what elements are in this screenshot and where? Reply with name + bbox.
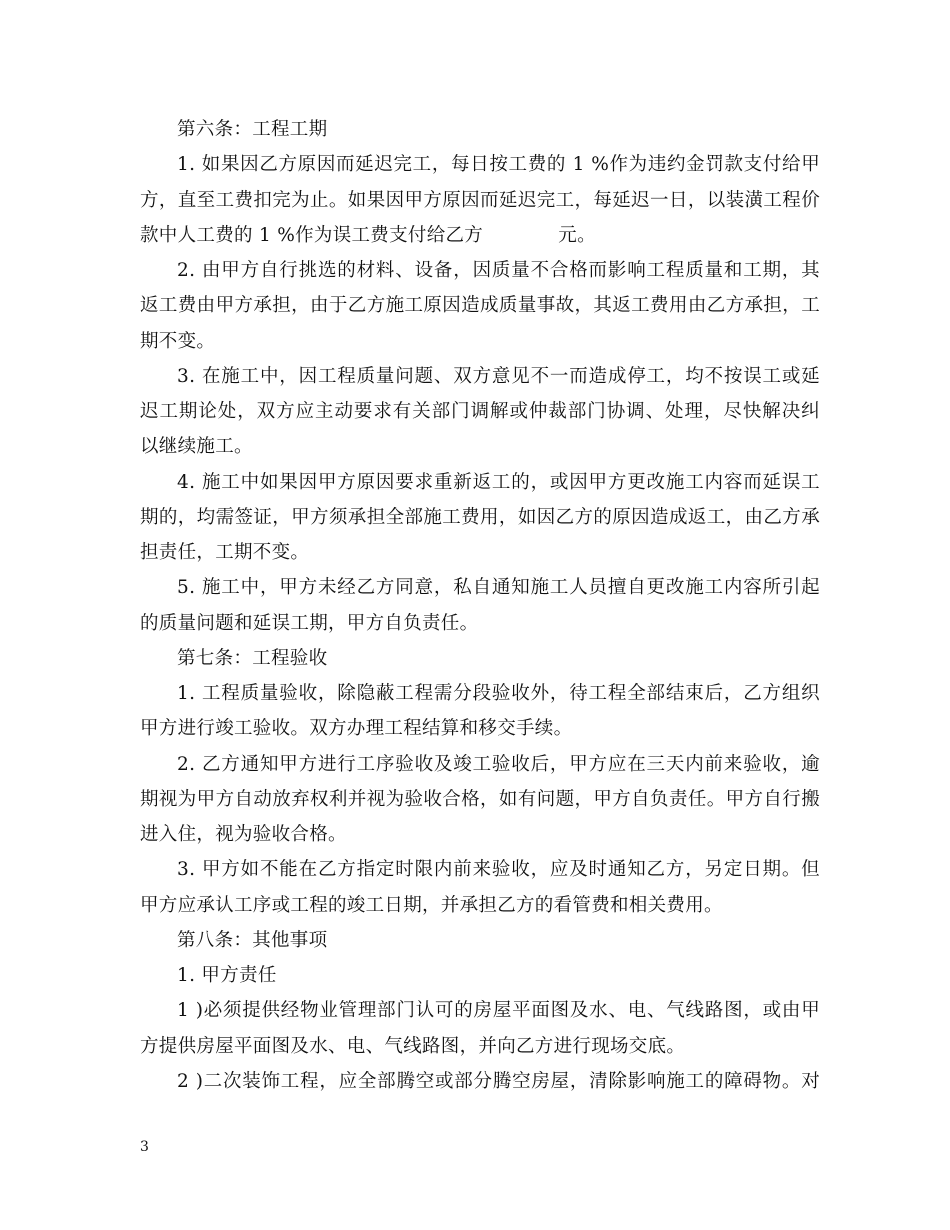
- paragraph-line: 期不变。: [140, 331, 216, 352]
- paragraph-line: 以继续施工。: [140, 436, 253, 457]
- paragraph-line: 的质量问题和延误工期，甲方自负责任。: [140, 613, 479, 634]
- page-number: 3: [140, 1139, 149, 1155]
- paragraph-line: 4. 施工中如果因甲方原因要求重新返工的，或因甲方更改施工内容而延误工: [177, 472, 820, 493]
- section-heading-6: 第六条：工程工期: [177, 119, 328, 140]
- subsection-heading: 1. 甲方责任: [177, 965, 277, 986]
- paragraph-line: 1 )必须提供经物业管理部门认可的房屋平面图及水、电、气线路图，或由甲: [177, 1000, 820, 1021]
- paragraph-line: 期的，均需签证，甲方须承担全部施工费用，如因乙方的原因造成返工，由乙方承: [140, 507, 820, 528]
- paragraph-line: 进入住，视为验收合格。: [140, 824, 347, 845]
- paragraph-line: 2 )二次装饰工程，应全部腾空或部分腾空房屋，清除影响施工的障碍物。对: [177, 1071, 820, 1092]
- paragraph-line: 1. 工程质量验收，除隐蔽工程需分段验收外，待工程全部结束后，乙方组织: [177, 683, 820, 704]
- paragraph-line: 3. 甲方如不能在乙方指定时限内前来验收，应及时通知乙方，另定日期。但: [177, 859, 820, 880]
- paragraph-line: 款中人工费的 1 %作为误工费支付给乙方 元。: [140, 225, 596, 246]
- paragraph-line: 迟工期论处，双方应主动要求有关部门调解或仲裁部门协调、处理，尽快解决纠: [140, 401, 820, 422]
- paragraph-line: 方，直至工费扣完为止。如果因甲方原因而延迟完工，每延迟一日，以装潢工程价: [140, 190, 820, 211]
- paragraph-line: 担责任，工期不变。: [140, 542, 310, 563]
- paragraph-line: 返工费由甲方承担，由于乙方施工原因造成质量事故，其返工费用由乙方承担，工: [140, 295, 820, 316]
- paragraph-line: 期视为甲方自动放弃权利并视为验收合格，如有问题，甲方自负责任。甲方自行搬: [140, 789, 820, 810]
- section-heading-8: 第八条：其他事项: [177, 930, 328, 951]
- paragraph-line: 方提供房屋平面图及水、电、气线路图，并向乙方进行现场交底。: [140, 1036, 686, 1057]
- paragraph-line: 甲方进行竣工验收。双方办理工程结算和移交手续。: [140, 718, 573, 739]
- section-heading-7: 第七条：工程验收: [177, 648, 328, 669]
- paragraph-line: 3. 在施工中，因工程质量问题、双方意见不一而造成停工，均不按误工或延: [177, 366, 820, 387]
- paragraph-line: 甲方应承认工序或工程的竣工日期，并承担乙方的看管费和相关费用。: [140, 895, 723, 916]
- paragraph-line: 1. 如果因乙方原因而延迟完工，每日按工费的 1 %作为违约金罚款支付给甲: [177, 154, 820, 175]
- paragraph-line: 2. 乙方通知甲方进行工序验收及竣工验收后，甲方应在三天内前来验收，逾: [177, 754, 820, 775]
- paragraph-line: 5. 施工中，甲方未经乙方同意，私自通知施工人员擅自更改施工内容所引起: [177, 577, 820, 598]
- paragraph-line: 2. 由甲方自行挑选的材料、设备，因质量不合格而影响工程质量和工期，其: [177, 260, 820, 281]
